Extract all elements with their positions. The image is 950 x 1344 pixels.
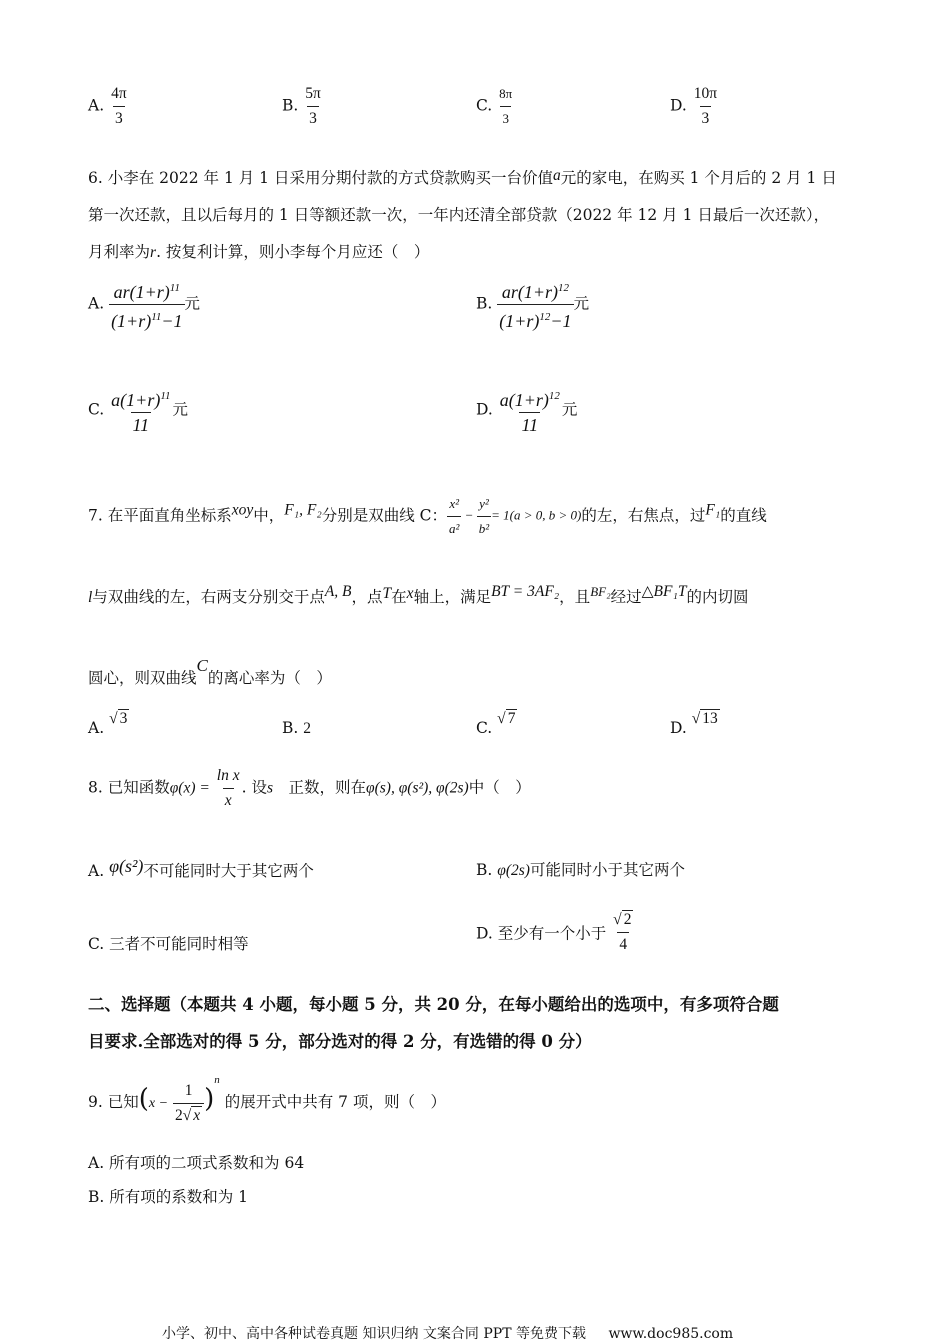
q8-option-b: B. φ(2s)可能同时小于其它两个 xyxy=(476,861,685,879)
q8-option-d: D. 至少有一个小于 $\frac{√ 2}{4}$ xyxy=(476,911,632,953)
sqrt-sign-icon: √ x xyxy=(182,1106,201,1124)
q6-line-2: 第一次还款，且以后每月的 1 日等额还款一次，一年内还清全部贷款（2022 年 12 月 1 日最后一次还款）， xyxy=(88,206,830,224)
q9-option-a: A. 所有项的二项式系数和为 64 xyxy=(88,1154,305,1172)
q9-line-1: 9. 已知(x − $\frac{1}{2√ x}$ )$^n$ 的展开式中共有 7 项，则（ ） xyxy=(88,1074,446,1124)
q5-option-d: D. $\frac{10\pi}{3}$ xyxy=(670,85,718,127)
q7-line-2: l与双曲线的左，右两支分别交于点A, B，点T在x轴上，满足BT = 3AF₂，且$^{BF_2}$经过△BF₁T的内切圆 xyxy=(88,583,749,606)
sqrt-sign-icon: √ 13 xyxy=(691,710,718,727)
q7-option-a: A. √ 3 xyxy=(88,710,128,737)
q7-line-3: 圆心，则双曲线C的离心率为（ ） xyxy=(88,656,332,687)
q8-option-a: A. φ(s²)不可能同时大于其它两个 xyxy=(88,856,314,880)
sqrt-sign-icon: √ 2 xyxy=(613,911,632,928)
footer-link[interactable]: www.doc985.com xyxy=(608,1326,734,1342)
q6-option-b: B. $\frac{ar(1+r)^{12}}{(1+r)^{12}-1}$ 元 xyxy=(476,282,590,331)
section-2-heading-line-1: 二、选择题（本题共 4 小题，每小题 5 分，共 20 分，在每小题给出的选项中，有多项符合题 xyxy=(88,995,779,1014)
section-2-heading-line-2: 目要求.全部选对的得 5 分，部分选对的得 2 分，有选错的得 0 分） xyxy=(88,1032,592,1051)
q5-option-b: B. $\frac{5\pi}{3}$ xyxy=(282,85,321,127)
sqrt-sign-icon: √ 7 xyxy=(497,710,516,727)
q5-option-c: C. $\frac{8\pi}{3}$ xyxy=(476,84,514,129)
q7-option-c: C. √ 7 xyxy=(476,710,516,737)
q6-option-a: A. $\frac{ar(1+r)^{11}}{(1+r)^{11}-1}$ 元 xyxy=(88,282,201,331)
footer-text: 小学、初中、高中各种试卷真题 知识归纳 文案合同 PPT 等免费下载 xyxy=(162,1326,586,1342)
q6-line-3: 月利率为r. 按复利计算，则小李每个月应还（ ） xyxy=(88,243,430,261)
q7-option-b: B. 2 xyxy=(282,719,312,737)
q8-line-1: 8. 已知函数φ(x) = $\frac{\text{ln x}}{x}$ . 设s 正数，则在φ(s), φ(s²), φ(2s)中（ ） xyxy=(88,767,531,809)
q6-option-d: D. $\frac{a(1+r)^{12}}{11}$ 元 xyxy=(476,390,578,435)
q7-line-1: 7. 在平面直角坐标系xoy中，F₁, F₂分别是双曲线 C： $\frac{\text{x²}}{\text{a²}}$ − $\frac{\text{y²}}{\text{b²}}$ = 1(a > 0, b > 0)的左，右焦点，过F₁的直线 xyxy=(88,494,767,539)
q9-option-b: B. 所有项的系数和为 1 xyxy=(88,1188,249,1206)
q6-option-c: C. $\frac{a(1+r)^{11}}{11}$ 元 xyxy=(88,390,189,435)
footer xyxy=(162,1323,733,1343)
q6-line-1: 6. 小李在 2022 年 1 月 1 日采用分期付款的方式贷款购买一台价值a元的家电，在购买 1 个月后的 2 月 1 日 xyxy=(88,167,837,187)
q8-option-c: C. 三者不可能同时相等 xyxy=(88,935,249,953)
q7-option-d: D. √ 13 xyxy=(670,710,718,737)
q5-option-a: A. $\frac{4\pi}{3}$ xyxy=(88,85,127,127)
sqrt-sign-icon: √ 3 xyxy=(109,710,128,727)
